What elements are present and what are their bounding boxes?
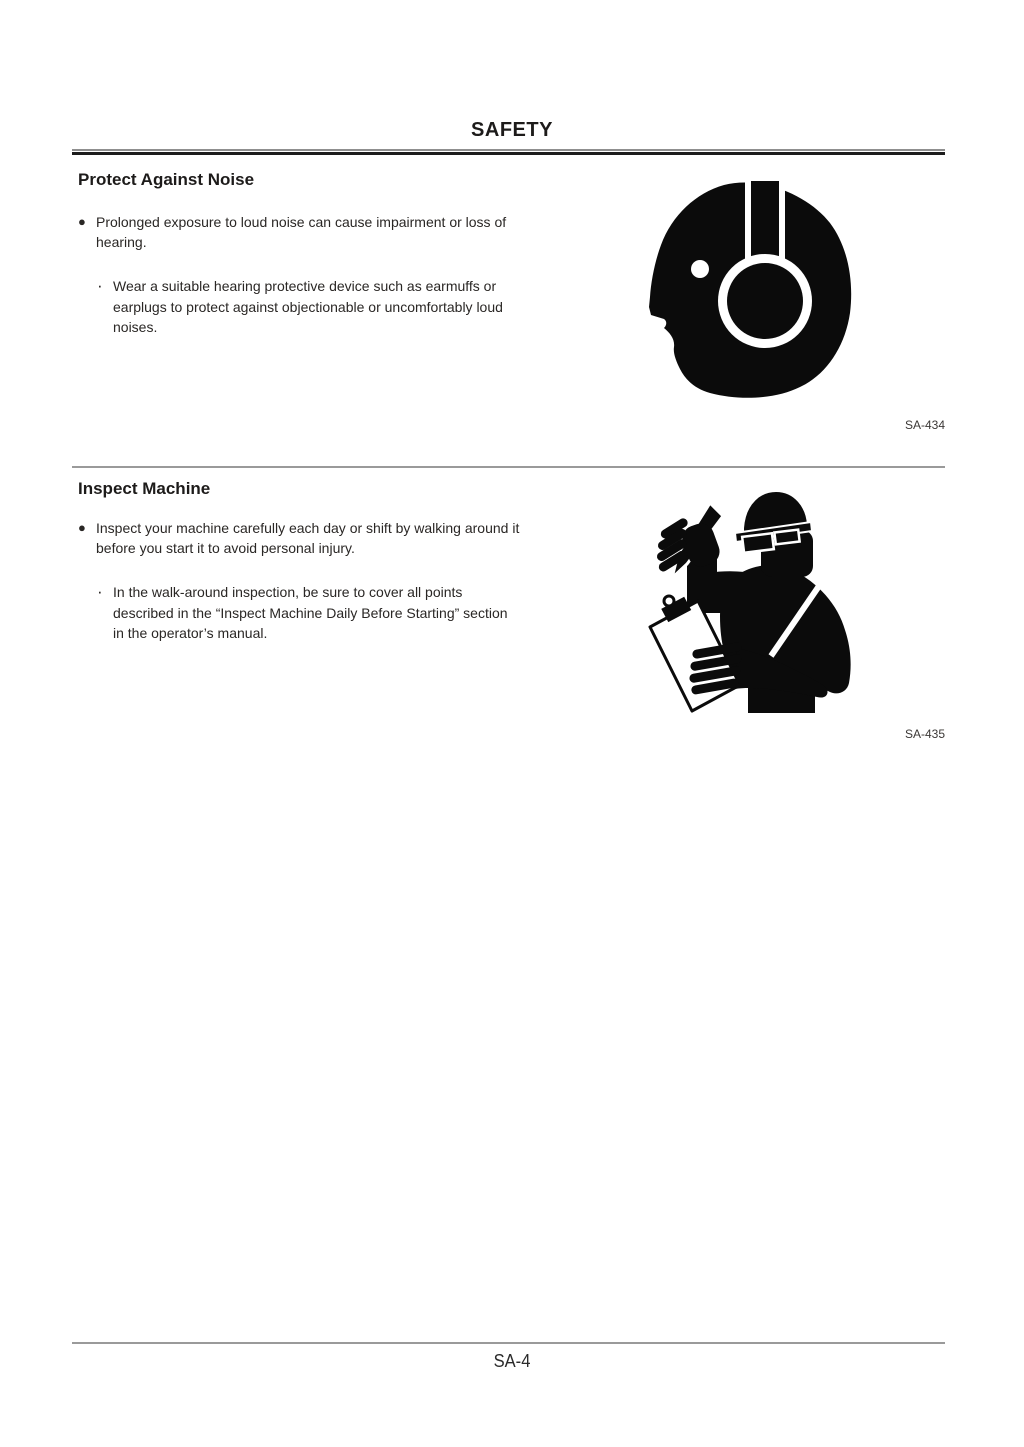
header-double-rule xyxy=(72,149,945,155)
section-heading-inspect-machine: Inspect Machine xyxy=(78,479,211,498)
footer-rule xyxy=(72,1342,945,1344)
inspect-machine-icon xyxy=(645,488,857,713)
sub-bullet-item xyxy=(97,582,521,644)
figure-caption: SA-435 xyxy=(904,727,945,741)
bullet-marker: ● xyxy=(78,520,86,535)
bullet-text: Inspect your machine carefully each day or shift by walking around it before you start it to avoid personal injury. xyxy=(96,520,520,556)
sub-bullet-text: Wear a suitable hearing protective device such as earmuffs or earplugs to protect against objectionable or uncomfortably loud noises. xyxy=(113,278,503,335)
page-title: SAFETY xyxy=(471,119,553,141)
sub-bullet-marker: · xyxy=(97,582,103,601)
sub-bullet-text: In the walk-around inspection, be sure to cover all points described in the “Inspect Machine Daily Before Starting” section in the operator’s manual. xyxy=(113,584,508,641)
bullet-item xyxy=(78,212,530,252)
hearing-protection-icon xyxy=(648,181,858,399)
bullet-item xyxy=(78,518,530,558)
bullet-text: Prolonged exposure to loud noise can cause impairment or loss of hearing. xyxy=(96,214,507,250)
bullet-marker: ● xyxy=(78,214,86,229)
page-number: SA-4 xyxy=(493,1351,531,1371)
earmuff-cup xyxy=(727,263,803,339)
clip-ring xyxy=(664,596,674,606)
section-divider xyxy=(72,466,945,468)
sub-bullet-item xyxy=(97,276,521,338)
figure-caption: SA-434 xyxy=(904,418,945,432)
eye-dot xyxy=(691,260,709,278)
section-heading-protect-against-noise: Protect Against Noise xyxy=(78,170,255,189)
sub-bullet-marker: · xyxy=(97,276,103,295)
